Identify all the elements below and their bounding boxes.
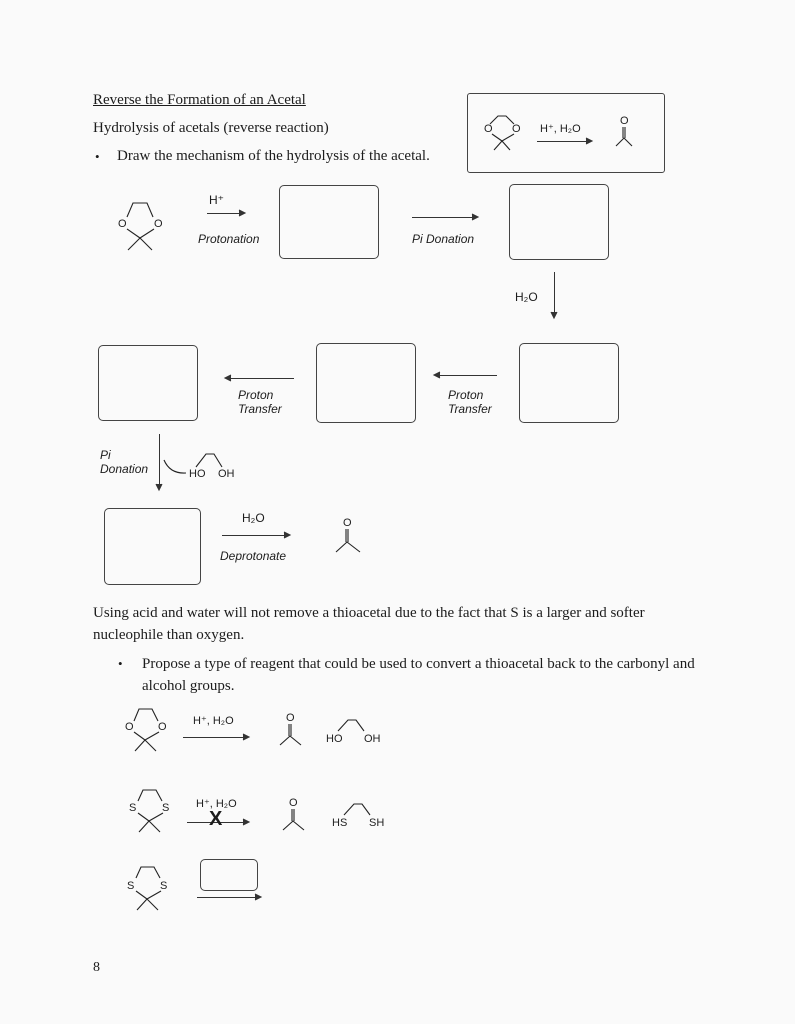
svg-text:S: S xyxy=(162,802,170,814)
svg-text:HS: HS xyxy=(332,817,348,829)
overview-acetal-structure xyxy=(478,110,528,160)
svg-text:HO: HO xyxy=(189,468,206,480)
reaction1-ketone-structure xyxy=(273,710,313,750)
protonation-arrow xyxy=(207,213,241,214)
svg-text:SH: SH xyxy=(369,817,385,829)
label-proton-transfer-1: Proton Transfer xyxy=(238,388,282,416)
pi-donation-down-arrowhead xyxy=(156,484,164,492)
reaction3-arrowhead xyxy=(255,894,263,902)
svg-text:HO: HO xyxy=(326,733,343,745)
svg-text:O: O xyxy=(512,123,521,135)
answer-box-5[interactable] xyxy=(98,345,198,421)
answer-box-3[interactable] xyxy=(519,343,619,423)
deprotonate-arrowhead xyxy=(284,532,292,540)
reagent-water-1: H₂O xyxy=(515,290,538,304)
reaction1-acetal-structure xyxy=(122,703,174,755)
label-deprotonate: Deprotonate xyxy=(220,549,287,563)
pi-donation-arrowhead xyxy=(472,214,480,222)
reaction2-reagent: H⁺, H₂O xyxy=(196,798,237,810)
reaction3-arrow xyxy=(197,897,257,898)
svg-text:O: O xyxy=(289,797,298,809)
svg-text:S: S xyxy=(127,880,135,892)
proton-transfer-arrowhead-2 xyxy=(434,372,442,380)
reagent-water-2: H₂O xyxy=(242,511,265,525)
svg-text:O: O xyxy=(154,218,163,230)
proton-transfer-arrow-2 xyxy=(439,375,497,376)
svg-text:O: O xyxy=(158,721,167,733)
reaction1-reagent: H⁺, H₂O xyxy=(193,715,234,727)
deprotonate-arrow xyxy=(222,535,286,536)
label-pi-donation-2: Pi Donation xyxy=(100,448,149,476)
protonation-arrowhead xyxy=(239,210,247,218)
label-pi-donation-1: Pi Donation xyxy=(412,232,475,246)
svg-text:S: S xyxy=(160,880,168,892)
bullet-dot-2: • xyxy=(118,656,123,671)
svg-text:O: O xyxy=(118,218,127,230)
svg-text:OH: OH xyxy=(364,733,381,745)
bullet-instruction-1: Draw the mechanism of the hydrolysis of the acetal. xyxy=(117,148,430,164)
reaction2-arrowhead xyxy=(243,819,251,827)
svg-text:O: O xyxy=(620,115,629,127)
svg-text:O: O xyxy=(286,712,295,724)
reaction3-thioacetal-structure xyxy=(124,862,176,914)
answer-box-1[interactable] xyxy=(279,185,379,259)
label-protonation: Protonation xyxy=(198,232,260,246)
svg-text:O: O xyxy=(343,517,352,529)
reagent-answer-box[interactable] xyxy=(200,859,258,891)
reaction2-thioacetal-structure xyxy=(126,785,178,837)
section-heading: Reverse the Formation of an Acetal xyxy=(93,92,306,108)
product-ketone-structure xyxy=(330,514,370,556)
reaction1-diol-structure xyxy=(326,714,386,746)
svg-text:S: S xyxy=(129,802,137,814)
overview-reagent: H⁺, H₂O xyxy=(540,123,581,135)
overview-ketone-structure xyxy=(604,112,644,152)
overview-arrow xyxy=(537,141,589,142)
reaction-blocked-x-mark: X xyxy=(209,808,223,830)
pi-donation-down-arrow xyxy=(159,434,160,486)
reaction1-arrow xyxy=(183,737,245,738)
svg-text:O: O xyxy=(125,721,134,733)
pi-donation-arrow xyxy=(412,217,474,218)
answer-box-6[interactable] xyxy=(104,508,201,585)
diol-leaving-structure xyxy=(162,440,242,482)
thioacetal-explanation: Using acid and water will not remove a thioacetal due to the fact that S is a larger and softer nucleophile than oxygen. xyxy=(93,605,645,643)
bullet-instruction-2: Propose a type of reagent that could be used to convert a thioacetal back to the carbonyl and alcohol groups. xyxy=(142,656,695,694)
water-down-arrowhead xyxy=(551,312,559,320)
overview-arrowhead xyxy=(586,138,594,146)
reaction2-dithiol-structure xyxy=(332,798,392,830)
subheading: Hydrolysis of acetals (reverse reaction) xyxy=(93,120,329,136)
reaction1-arrowhead xyxy=(243,734,251,742)
proton-transfer-arrowhead-1 xyxy=(225,375,233,383)
reagent-h-plus: H⁺ xyxy=(209,193,224,207)
page-number: 8 xyxy=(93,960,100,975)
bullet-dot: • xyxy=(95,149,100,164)
proton-transfer-arrow-1 xyxy=(230,378,294,379)
answer-box-4[interactable] xyxy=(316,343,416,423)
starting-acetal-structure xyxy=(113,195,173,255)
svg-text:O: O xyxy=(484,123,493,135)
answer-box-2[interactable] xyxy=(509,184,609,260)
reaction2-ketone-structure xyxy=(276,795,316,835)
svg-text:OH: OH xyxy=(218,468,235,480)
water-down-arrow xyxy=(554,272,555,314)
label-proton-transfer-2: Proton Transfer xyxy=(448,388,492,416)
